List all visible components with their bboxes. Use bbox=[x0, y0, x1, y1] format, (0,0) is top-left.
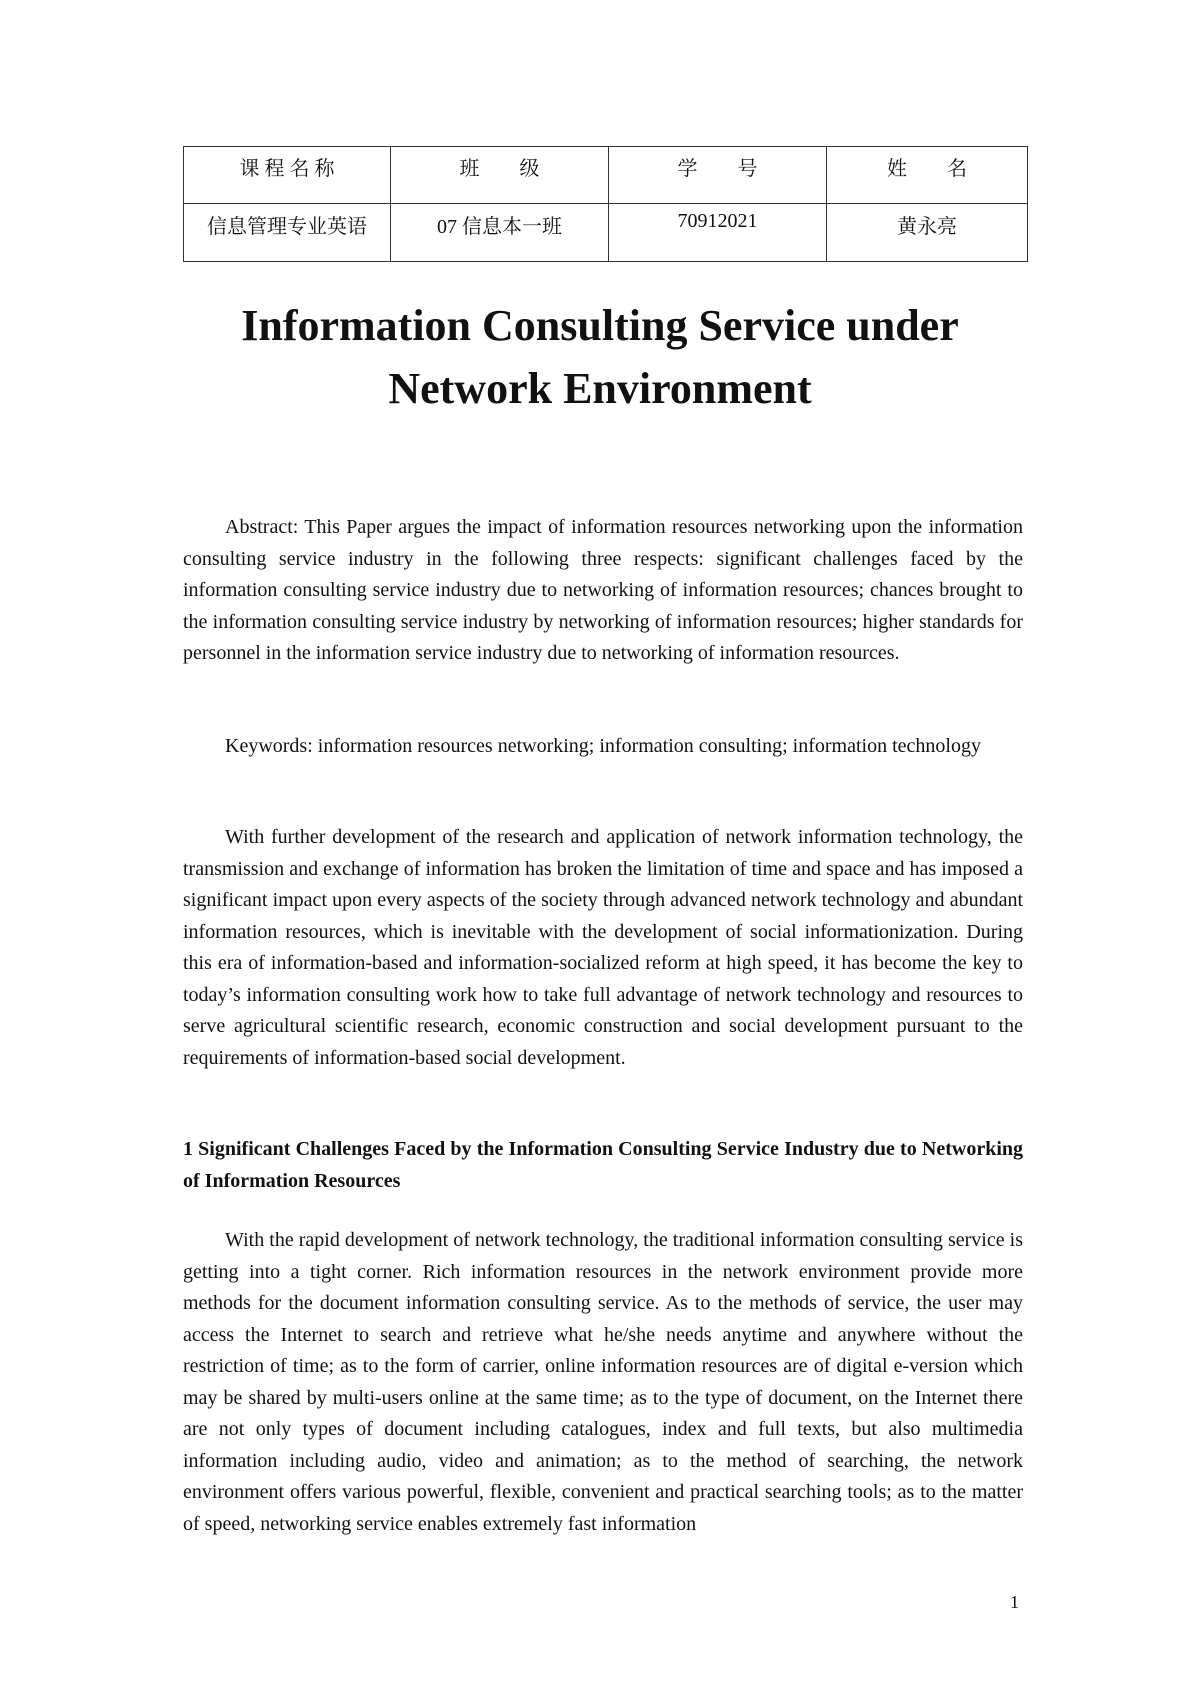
page-number: 1 bbox=[1010, 1592, 1019, 1612]
header-class: 班 级 bbox=[391, 147, 609, 204]
section-1-heading: 1 Significant Challenges Faced by the Information Consulting Service Industry due to Networking of Information Resources bbox=[183, 1138, 1023, 1192]
header-name: 姓 名 bbox=[827, 147, 1028, 204]
section-1-paragraph: With the rapid development of network technology, the traditional information consulting service is getting into a tight corner. Rich information resources in the network environment provide more methods for the document information consulting service. As to the methods of service, the user may access the Internet to search and retrieve what he/she needs anytime and anywhere without the restriction of time; as to the form of carrier, online information resources are of digital e-version which may be shared by multi-users online at the same time; as to the type of document, on the Internet there are not only types of document including catalogues, index and full texts, but also multimedia information including audio, video and animation; as to the method of searching, the network environment offers various powerful, flexible, convenient and practical searching tools; as to the matter of speed, networking service enables extremely fast information bbox=[183, 1229, 1023, 1535]
header-course-name: 课 程 名 称 bbox=[184, 147, 391, 204]
value-student-id: 70912021 bbox=[609, 204, 827, 262]
title-line-2: Network Environment bbox=[388, 364, 812, 413]
title-line-1: Information Consulting Service under bbox=[241, 301, 959, 350]
paper-title bbox=[100, 294, 1100, 420]
value-class: 07 信息本一班 bbox=[391, 204, 609, 262]
table-header-row bbox=[184, 147, 1028, 204]
course-info-table bbox=[183, 146, 1028, 262]
abstract-paragraph: Abstract: This Paper argues the impact of information resources networking upon the information consulting service industry in the following three respects: significant challenges faced by the information consulting service industry due to networking of information resources; chances brought to the information consulting service industry by networking of information resources; higher standards for personnel in the information service industry due to networking of information resources. bbox=[183, 516, 1023, 664]
header-student-id: 学 号 bbox=[609, 147, 827, 204]
value-name: 黄永亮 bbox=[827, 204, 1028, 262]
value-course-name: 信息管理专业英语 bbox=[184, 204, 391, 262]
table-data-row bbox=[184, 204, 1028, 262]
intro-paragraph: With further development of the research and application of network information technology, the transmission and exchange of information has broken the limitation of time and space and has imposed a significant impact upon every aspects of the society through advanced network technology and abundant information resources, which is inevitable with the development of social informationization. During this era of information-based and information-socialized reform at high speed, it has become the key to today’s information consulting work how to take full advantage of network technology and resources to serve agricultural scientific research, economic construction and social development pursuant to the requirements of information-based social development. bbox=[183, 826, 1023, 1069]
keywords-paragraph: Keywords: information resources networking; information consulting; information technology bbox=[225, 735, 981, 757]
